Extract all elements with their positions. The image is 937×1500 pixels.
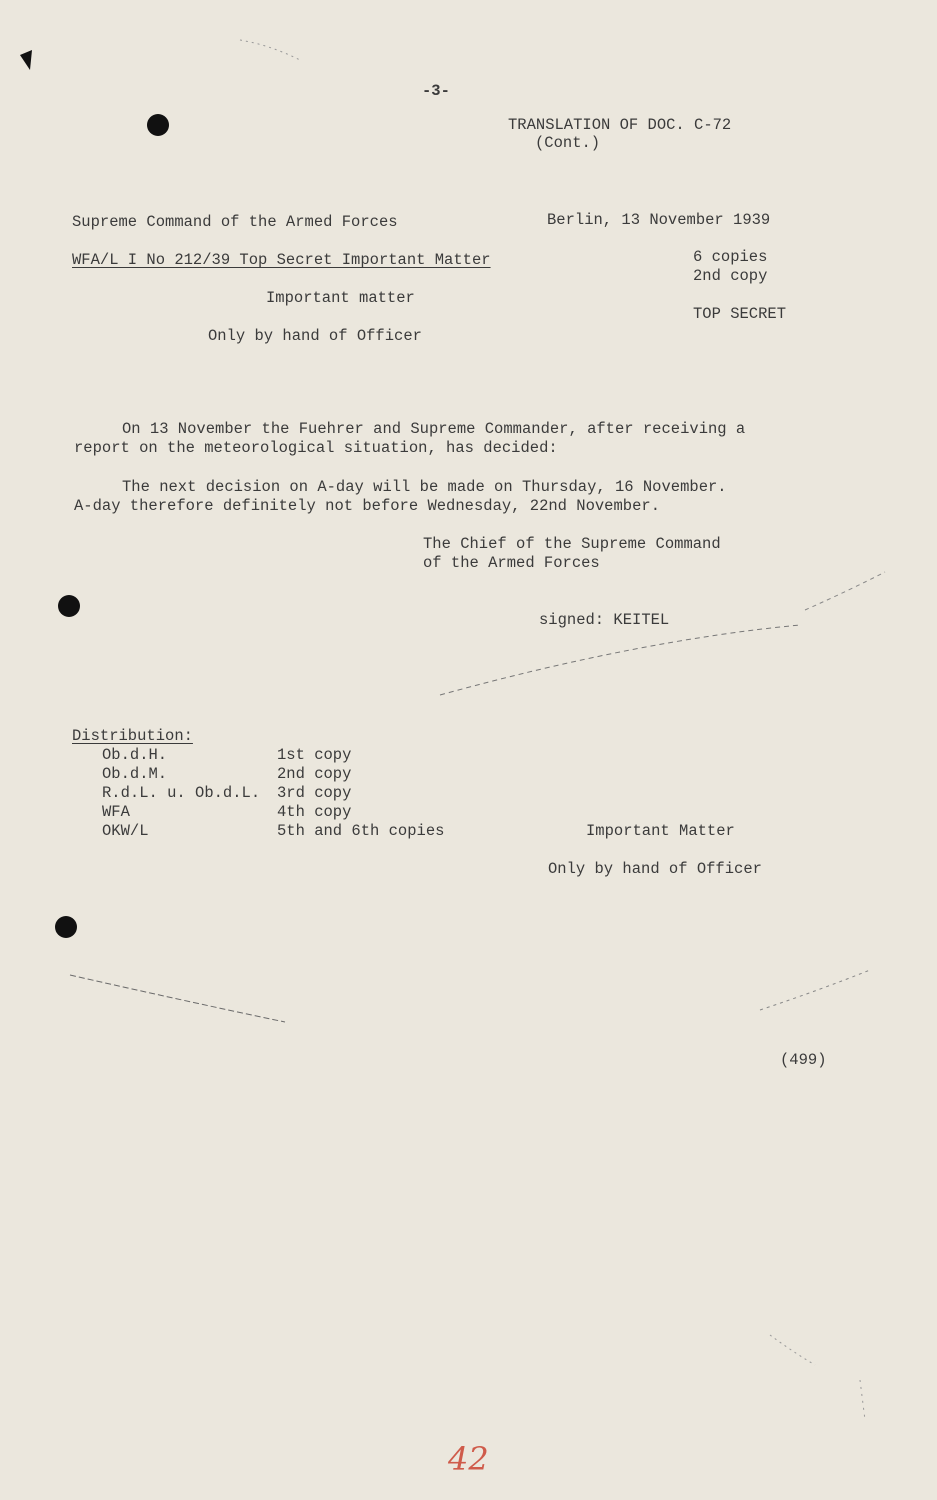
body-para2-line1: The next decision on A-day will be made on Thursday, 16 November. [122,478,727,496]
distribution-recipient: OKW/L [102,822,149,840]
handling-instruction-footer: Only by hand of Officer [548,860,762,878]
handwritten-page-number: 42 [448,1440,489,1478]
important-matter-header: Important matter [266,289,415,307]
distribution-heading: Distribution: [72,727,193,745]
distribution-copy: 4th copy [277,803,352,821]
signature-title-line1: The Chief of the Supreme Command [423,535,721,553]
punch-hole-bottom [55,916,77,938]
handling-instruction-header: Only by hand of Officer [208,327,422,345]
translation-ref-line1: TRANSLATION OF DOC. C-72 [508,116,732,134]
body-para1-line2: report on the meteorological situation, has decided: [74,439,558,457]
translation-ref-line2: (Cont.) [535,134,601,152]
punch-hole-top [147,114,169,136]
classification: TOP SECRET [693,305,787,323]
distribution-copy: 3rd copy [277,784,352,802]
distribution-recipient: Ob.d.H. [102,746,168,764]
distribution-row [0,746,500,765]
distribution-row [0,765,500,784]
distribution-copy: 1st copy [277,746,352,764]
distribution-row [0,822,500,841]
body-para1-line1: On 13 November the Fuehrer and Supreme Commander, after receiving a [122,420,746,438]
distribution-row [0,784,500,803]
distribution-recipient: WFA [102,803,130,821]
important-matter-footer: Important Matter [586,822,735,840]
issuing-office: Supreme Command of the Armed Forces [72,213,398,231]
signature-title-line2: of the Armed Forces [423,554,600,572]
copy-number: 2nd copy [693,267,768,285]
distribution-recipient: Ob.d.M. [102,765,168,783]
punch-hole-middle [58,595,80,617]
copies-count: 6 copies [693,248,768,266]
page-number: -3- [422,82,450,100]
body-para2-line2: A-day therefore definitely not before Wednesday, 22nd November. [74,497,660,515]
signature-signed: signed: KEITEL [539,611,670,629]
reference-number: WFA/L I No 212/39 Top Secret Important Matter [72,251,491,269]
distribution-row [0,803,500,822]
distribution-copy: 2nd copy [277,765,352,783]
archive-number: (499) [780,1051,827,1069]
distribution-copy: 5th and 6th copies [277,822,445,840]
distribution-recipient: R.d.L. u. Ob.d.L. [102,784,261,802]
place-date: Berlin, 13 November 1939 [547,211,771,229]
